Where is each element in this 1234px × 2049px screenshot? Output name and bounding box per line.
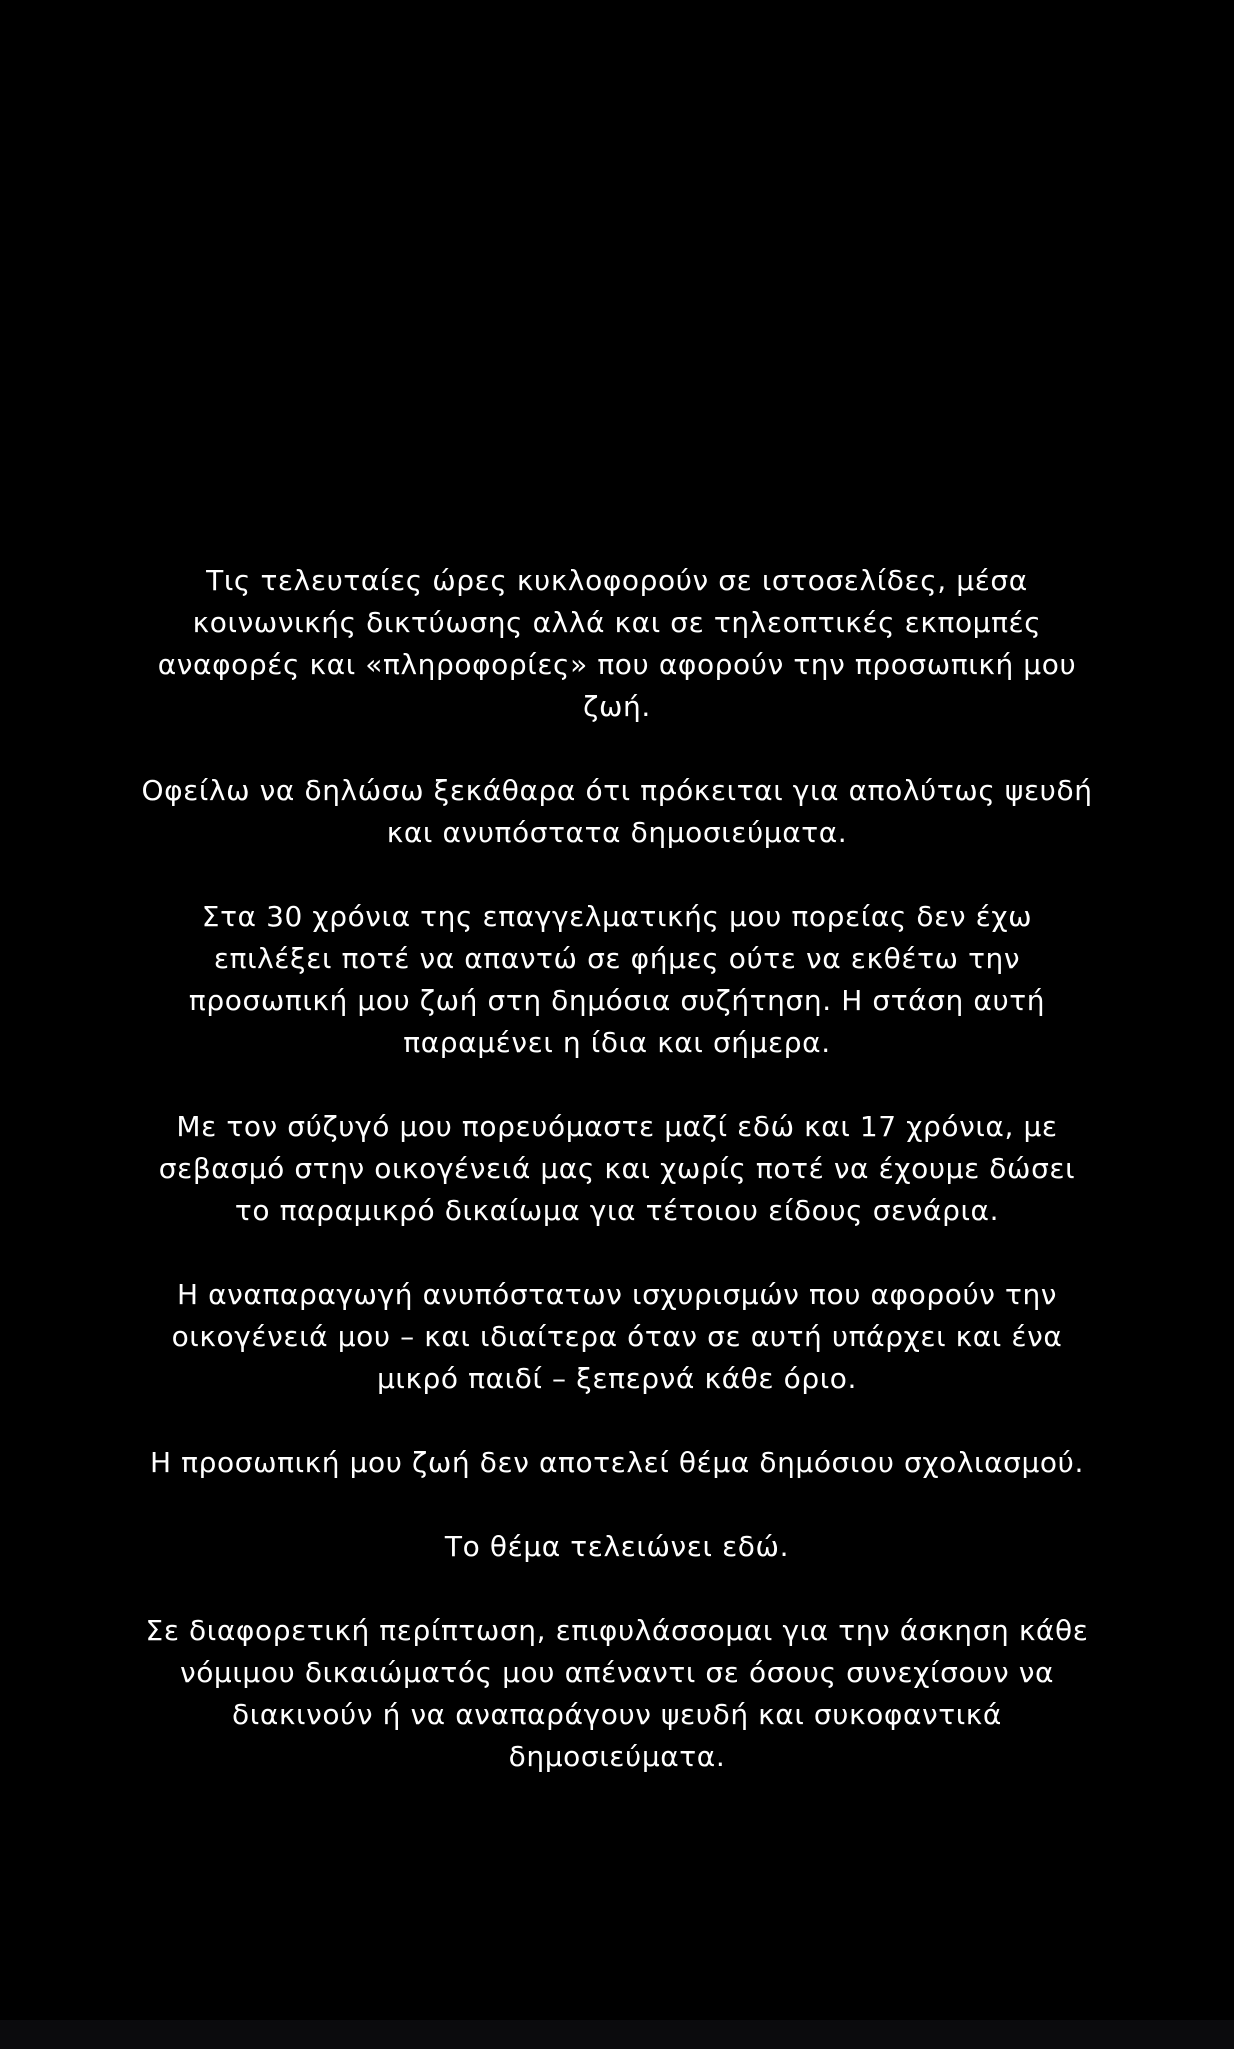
statement-paragraph-6 [40,1442,1194,1484]
statement-paragraph-8 [40,1610,1194,1778]
statement-line: Η προσωπική μου ζωή δεν αποτελεί θέμα δημόσιου σχολιασμού. [150,1446,1084,1479]
bottom-bar [0,2020,1234,2049]
statement-line: Σε διαφορετική περίπτωση, επιφυλάσσομαι για την άσκηση κάθε [145,1614,1089,1647]
statement-line: Τις τελευταίες ώρες κυκλοφορούν σε ιστοσελίδες, μέσα [206,564,1028,597]
statement-paragraph-7 [40,1526,1194,1568]
statement-line: παραμένει η ίδια και σήμερα. [403,1026,831,1059]
statement-line: Στα 30 χρόνια της επαγγελματικής μου πορείας δεν έχω [201,900,1033,933]
statement-line: σεβασμό στην οικογένειά μας και χωρίς ποτέ να έχουμε δώσει [158,1152,1076,1185]
statement-line: προσωπική μου ζωή στη δημόσια συζήτηση. Η στάση αυτή [188,984,1046,1017]
statement-paragraph-2 [40,770,1194,854]
statement-line: επιλέξει ποτέ να απαντώ σε φήμες ούτε να εκθέτω την [213,942,1021,975]
statement-line: το παραμικρό δικαίωμα για τέτοιου είδους σενάρια. [234,1194,1000,1227]
statement-line: διακινούν ή να αναπαράγουν ψευδή και συκοφαντικά [232,1698,1002,1731]
statement-paragraph-5 [40,1274,1194,1400]
statement-line: νόμιμου δικαιώματός μου απέναντι σε όσους συνεχίσουν να [179,1656,1055,1689]
statement-paragraph-3 [40,896,1194,1064]
statement-line: Το θέμα τελειώνει εδώ. [444,1530,790,1563]
statement-line: οικογένειά μου – και ιδιαίτερα όταν σε αυτή υπάρχει και ένα [171,1320,1063,1353]
statement-line: αναφορές και «πληροφορίες» που αφορούν την προσωπική μου [157,648,1077,681]
statement-line: και ανυπόστατα δημοσιεύματα. [386,816,848,849]
statement-line: Η αναπαραγωγή ανυπόστατων ισχυρισμών που αφορούν την [176,1278,1058,1311]
statement-line: μικρό παιδί – ξεπερνά κάθε όριο. [376,1362,858,1395]
statement-text [40,560,1194,1820]
statement-paragraph-4 [40,1106,1194,1232]
statement-line: Οφείλω να δηλώσω ξεκάθαρα ότι πρόκειται για απολύτως ψευδή [141,774,1093,807]
statement-line: κοινωνικής δικτύωσης αλλά και σε τηλεοπτικές εκπομπές [192,606,1042,639]
statement-line: Με τον σύζυγό μου πορευόμαστε μαζί εδώ και 17 χρόνια, με [176,1110,1058,1143]
statement-paragraph-1 [40,560,1194,728]
statement-line: δημοσιεύματα. [508,1740,726,1773]
statement-line: ζωή. [583,690,651,723]
